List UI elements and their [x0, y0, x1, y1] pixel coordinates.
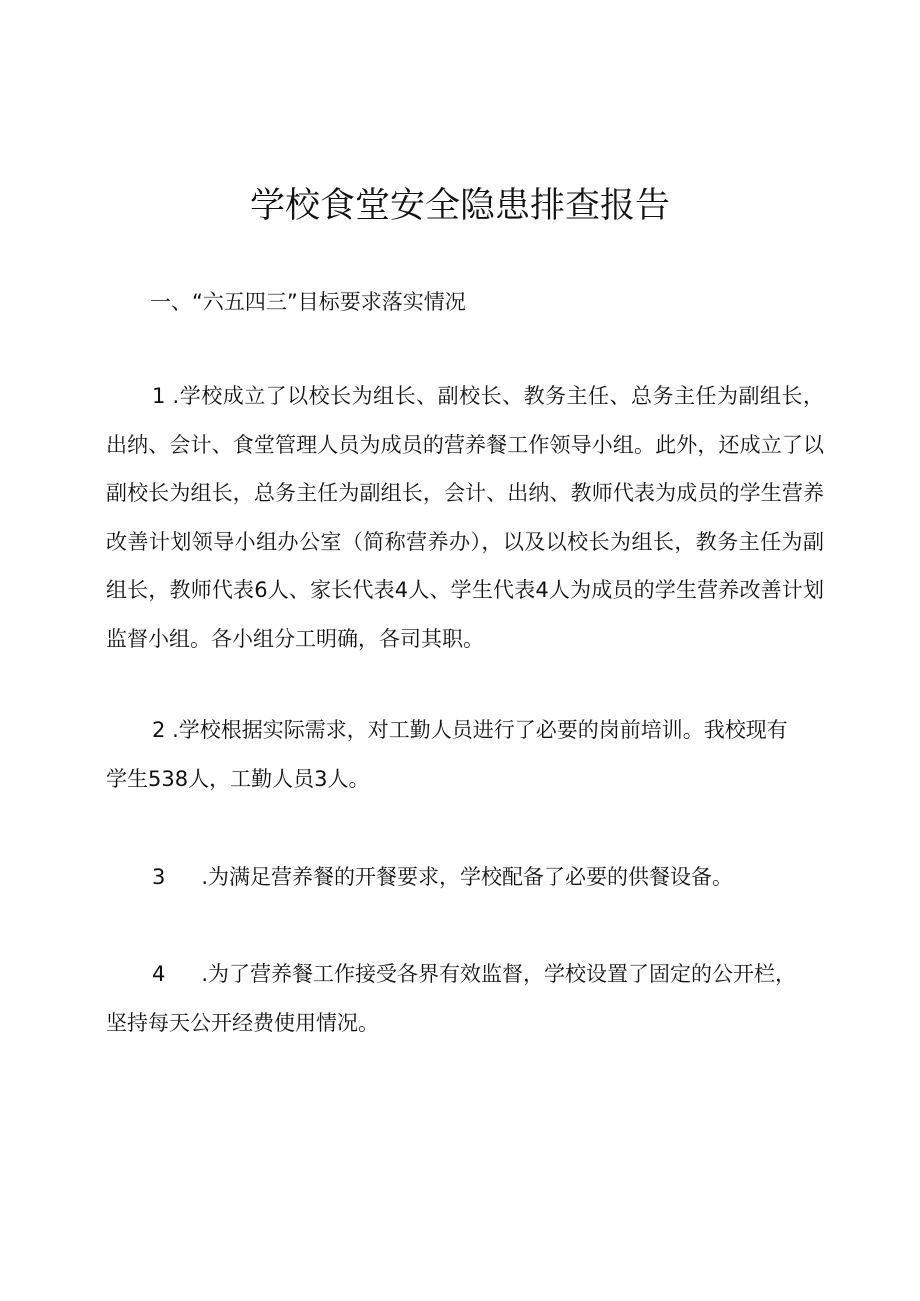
paragraph-line: 组长，教师代表6人、家长代表4人、学生代表4人为成员的学生营养改善计划	[106, 578, 824, 602]
document-title: 学校食堂安全隐患排查报告	[249, 186, 670, 226]
paragraph-text: .为了营养餐工作接受各界有效监督，学校设置了固定的公开栏，	[201, 962, 797, 986]
paragraph-item-1	[106, 372, 824, 663]
paragraph-line: 监督小组。各小组分工明确，各司其职。	[106, 626, 484, 651]
paragraph-line	[106, 950, 824, 999]
item-number: 4	[152, 962, 166, 986]
paragraph-line: 出纳、会计、食堂管理人员为成员的营养餐工作领导小组。此外，还成立了以	[106, 432, 824, 457]
paragraph-line: 改善计划领导小组办公室（简称营养办），以及以校长为组长，教务主任为副	[106, 529, 824, 554]
item-number: 3	[152, 865, 166, 889]
item-number: 2	[152, 718, 166, 742]
paragraph-item-2	[106, 706, 824, 803]
item-number: 1	[152, 384, 166, 408]
paragraph-item-4	[106, 950, 824, 1047]
paragraph-line: 副校长为组长，总务主任为副组长，会计、出纳、教师代表为成员的学生营养	[106, 481, 824, 505]
paragraph-line	[106, 706, 824, 755]
paragraph-line: 学生538人，工勤人员3人。	[106, 766, 370, 791]
paragraph-line: 坚持每天公开经费使用情况。	[106, 1010, 379, 1035]
paragraph-line	[106, 372, 824, 421]
paragraph-text: .为满足营养餐的开餐要求，学校配备了必要的供餐设备。	[201, 865, 734, 889]
paragraph-line	[106, 853, 824, 902]
paragraph-text: .学校根据实际需求，对工勤人员进行了必要的岗前培训。我校现有	[172, 718, 788, 742]
section-heading: 一、“六五四三”目标要求落实情况	[150, 290, 466, 314]
paragraph-item-3	[106, 853, 824, 902]
paragraph-text: .学校成立了以校长为组长、副校长、教务主任、总务主任为副组长，	[172, 384, 824, 408]
